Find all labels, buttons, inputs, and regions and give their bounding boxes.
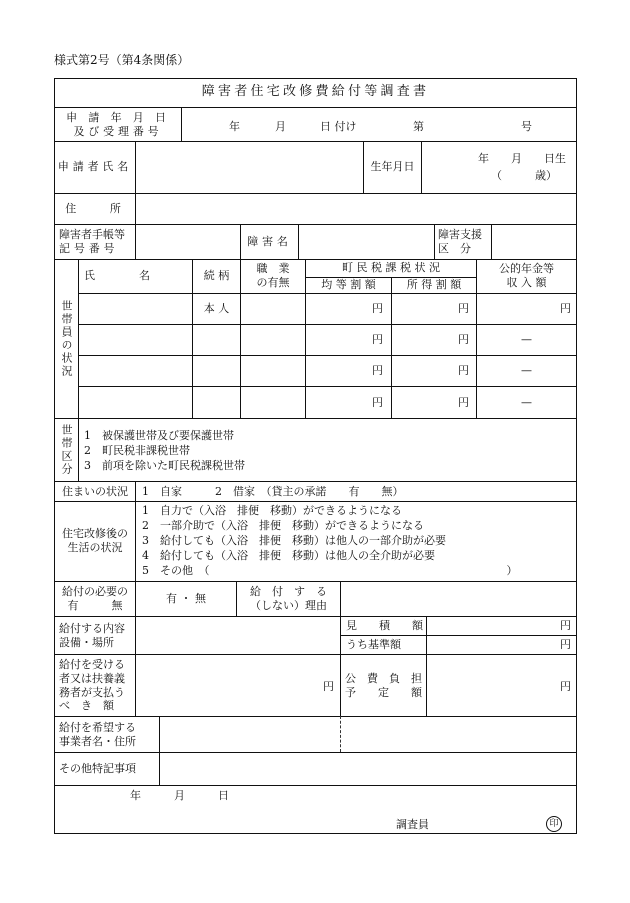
necessity-value: 有 ・ 無 bbox=[166, 592, 206, 606]
rule bbox=[78, 324, 577, 325]
after-modification-line1: 住宅改修後の bbox=[62, 527, 128, 541]
rule bbox=[421, 141, 422, 194]
header-tax-status: 町 民 税 課 税 状 況 bbox=[342, 261, 440, 275]
rule bbox=[391, 277, 392, 419]
header-name: 氏 名 bbox=[84, 269, 150, 283]
application-month: 月 bbox=[275, 120, 286, 133]
necessity-reason-line1: 給 付 す る bbox=[250, 585, 327, 599]
rule bbox=[78, 293, 577, 294]
rule bbox=[135, 616, 136, 717]
address-label: 住 所 bbox=[65, 201, 125, 215]
household-class-item: 2 町民税非課税世帯 bbox=[84, 444, 190, 457]
header-tax-income: 所 得 割 額 bbox=[406, 278, 462, 292]
age-line: （ 歳） bbox=[491, 169, 557, 182]
remarks-label: その他特記事項 bbox=[59, 762, 136, 776]
rule bbox=[78, 418, 79, 482]
application-year: 年 bbox=[229, 120, 240, 133]
rule bbox=[181, 107, 182, 142]
household-class-side-label: 世帯区分 bbox=[60, 424, 73, 476]
necessity-label-line2: 有 無 bbox=[67, 599, 123, 612]
public-burden-label bbox=[341, 655, 426, 716]
birthdate-line: 年 月 日生 bbox=[478, 152, 566, 165]
content-label bbox=[59, 617, 135, 654]
applicant-name-label: 申請者氏名 bbox=[57, 160, 133, 174]
after-modification-item: 4 給付しても（入浴 排便 移動）は他人の全介助が必要 bbox=[142, 549, 435, 562]
rule bbox=[426, 616, 427, 717]
rule bbox=[340, 581, 341, 617]
after-modification-label bbox=[55, 501, 135, 581]
contractor-label-line2: 事業者名・住所 bbox=[59, 734, 136, 748]
payment-label bbox=[59, 655, 135, 716]
contractor-label-line1: 給付を希望する bbox=[59, 720, 136, 734]
rule bbox=[135, 481, 136, 582]
after-modification-item: 3 給付しても（入浴 排便 移動）は他人の一部介助が必要 bbox=[142, 534, 446, 547]
handbook-label bbox=[59, 224, 135, 259]
estimate-label: 見 積 額 bbox=[346, 619, 423, 633]
frame-right bbox=[576, 78, 577, 834]
necessity-label bbox=[55, 582, 135, 616]
application-number-suffix: 号 bbox=[521, 120, 532, 133]
household-relation: 本 人 bbox=[203, 301, 230, 315]
household-class-item: 1 被保護世帯及び要保護世帯 bbox=[84, 429, 234, 442]
disability-label: 障害名 bbox=[247, 234, 292, 248]
payment-label-line: 者又は扶養義 bbox=[59, 671, 125, 685]
household-equal-unit: 円 bbox=[372, 302, 383, 315]
form-number: 様式第2号（第4条関係） bbox=[54, 53, 190, 67]
contractor-label bbox=[59, 717, 159, 752]
after-modification-line2: 生活の状況 bbox=[67, 541, 123, 554]
necessity-label-line1: 給付の必要の bbox=[62, 585, 128, 599]
household-equal-unit: 円 bbox=[372, 364, 383, 377]
public-burden-line1: 公 費 負 担 bbox=[345, 671, 422, 685]
payment-unit: 円 bbox=[323, 680, 334, 693]
rule bbox=[54, 418, 577, 419]
dashed-divider bbox=[340, 716, 341, 752]
header-job-line1: 職 業 bbox=[256, 262, 290, 276]
footer-date: 年 月 日 bbox=[130, 789, 229, 802]
support-class-label bbox=[438, 224, 491, 259]
rule bbox=[491, 224, 492, 260]
header-pension-line2: 収 入 額 bbox=[506, 276, 547, 289]
rule bbox=[159, 716, 160, 786]
support-class-line1: 障害支援 bbox=[438, 227, 482, 241]
household-class-item: 3 前項を除いた町民税課税世帯 bbox=[84, 459, 245, 472]
seal-mark: 印 bbox=[546, 816, 562, 832]
after-modification-item: 1 自力で（入浴 排便 移動）ができるようになる bbox=[142, 504, 402, 517]
payment-label-line: 務者が支払う bbox=[59, 685, 125, 699]
rule bbox=[434, 224, 435, 260]
content-label-line2: 設備・場所 bbox=[59, 635, 114, 649]
handbook-label-line1: 障害者手帳等 bbox=[59, 227, 125, 241]
household-pension-dash: — bbox=[521, 396, 532, 409]
rule bbox=[78, 386, 577, 387]
application-day-dated: 日 付け bbox=[320, 120, 357, 133]
application-label-line2: 及び受理番号 bbox=[73, 124, 163, 138]
header-relation: 続 柄 bbox=[203, 269, 230, 283]
rule bbox=[78, 355, 577, 356]
after-modification-item: 5 その他 （ ） bbox=[142, 564, 518, 577]
rule bbox=[298, 224, 299, 260]
birthdate-label: 生年月日 bbox=[370, 160, 415, 174]
necessity-reason-line2: （しない）理由 bbox=[250, 599, 327, 612]
household-income-unit: 円 bbox=[458, 302, 469, 315]
public-burden-unit: 円 bbox=[560, 680, 571, 693]
handbook-label-line2: 記号番号 bbox=[59, 241, 119, 255]
household-income-unit: 円 bbox=[458, 396, 469, 409]
household-income-unit: 円 bbox=[458, 364, 469, 377]
necessity-reason-label bbox=[237, 582, 340, 616]
household-income-unit: 円 bbox=[458, 333, 469, 346]
housing-label: 住まいの状況 bbox=[62, 484, 128, 498]
household-equal-unit: 円 bbox=[372, 333, 383, 346]
header-pension-line1: 公的年金等 bbox=[499, 262, 554, 276]
household-equal-unit: 円 bbox=[372, 396, 383, 409]
rule bbox=[54, 785, 577, 786]
content-label-line1: 給付する内容 bbox=[59, 621, 125, 635]
form-title: 障害者住宅改修費給付等調査書 bbox=[201, 84, 430, 100]
standard-unit: 円 bbox=[560, 638, 571, 651]
rule bbox=[135, 141, 136, 260]
frame-bottom bbox=[54, 833, 577, 834]
standard-label: うち基準額 bbox=[346, 638, 401, 652]
household-pension-dash: — bbox=[521, 364, 532, 377]
application-label-line1: 申 請 年 月 日 bbox=[66, 110, 170, 124]
public-burden-line2: 予 定 額 bbox=[345, 685, 422, 699]
header-job-line2: の有無 bbox=[256, 276, 290, 289]
support-class-line2: 区 分 bbox=[438, 241, 471, 255]
household-pension-dash: — bbox=[521, 333, 532, 346]
application-label bbox=[56, 107, 180, 142]
header-pension bbox=[477, 259, 576, 293]
investigator-label: 調査員 bbox=[396, 818, 429, 831]
housing-content: 1 自家 2 借家 （貸主の承諾 有 無） bbox=[142, 485, 404, 498]
household-pension-unit: 円 bbox=[560, 302, 571, 315]
header-job bbox=[241, 259, 305, 293]
rule bbox=[78, 259, 79, 419]
estimate-unit: 円 bbox=[560, 619, 571, 632]
payment-label-line: べ き 額 bbox=[59, 699, 114, 713]
header-tax-equal: 均 等 割 額 bbox=[321, 278, 376, 292]
application-number-prefix: 第 bbox=[413, 120, 424, 133]
payment-label-line: 給付を受ける bbox=[59, 658, 125, 671]
household-side-label: 世帯員の状況 bbox=[60, 299, 73, 378]
after-modification-item: 2 一部介助で（入浴 排便 移動）ができるようになる bbox=[142, 519, 424, 532]
